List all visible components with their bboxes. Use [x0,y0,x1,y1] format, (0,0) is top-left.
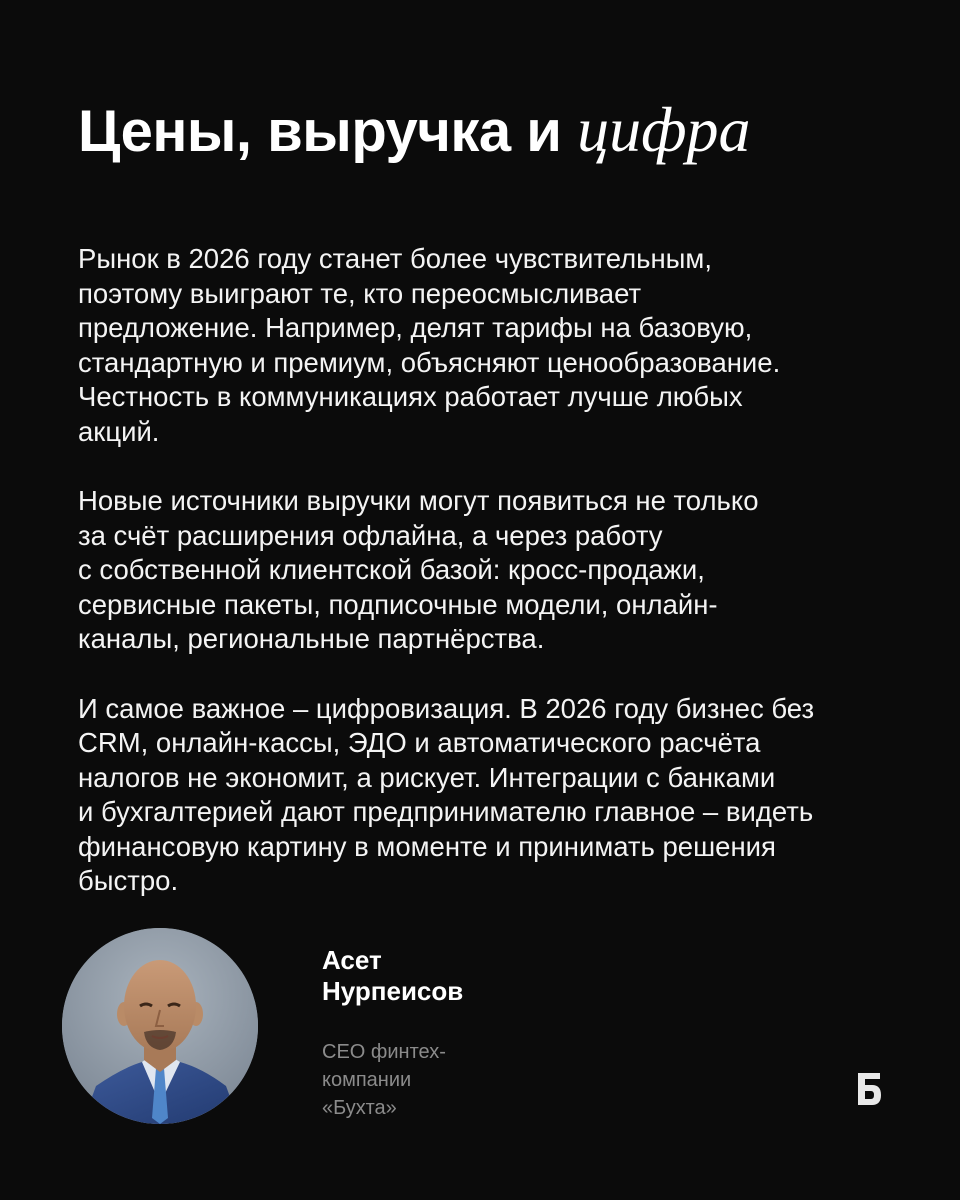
paragraph-line: Рынок в 2026 году станет более чувствительным, [78,243,712,274]
author-first-name: Асет [322,945,382,975]
paragraph-line: быстро. [78,865,179,896]
paragraph-3 [78,692,928,899]
paragraph-line: CRM, онлайн-кассы, ЭДО и автоматического расчёта [78,727,761,758]
author-photo [62,928,258,1124]
paragraph-line: и бухгалтерией дают предпринимателю главное – видеть [78,796,814,827]
paragraph-line: налогов не экономит, а рискует. Интеграции с банками [78,761,776,793]
article-body [78,242,928,934]
author-role-line: «Бухта» [322,1097,397,1119]
paragraph-line: акций. [78,415,160,447]
paragraph-line: Честность в коммуникациях работает лучше любых [78,381,743,412]
author-role [322,1038,446,1122]
paragraph-line: каналы, региональные партнёрства. [78,623,545,654]
author-name [322,945,463,1007]
paragraph-line: финансовую картину в моменте и принимать решения [78,830,776,862]
page-title [78,92,751,170]
paragraph-line: сервисные пакеты, подписочные модели, онлайн- [78,588,718,620]
author-last-name: Нурпеисов [322,976,464,1006]
title-accent: цифра [577,94,751,165]
author-role-line: CEO финтех- [322,1041,446,1063]
title-main: Цены, выручка и [78,99,562,164]
paragraph-2 [78,484,928,657]
paragraph-line: предложение. Например, делят тарифы на базовую, [78,312,753,343]
paragraph-1 [78,242,928,449]
paragraph-line: стандартную и премиум, объясняют ценообразование. [78,346,781,378]
paragraph-line: поэтому выиграют те, кто переосмысливает [78,277,642,309]
author-role-line: компании [322,1069,412,1091]
paragraph-line: И самое важное – цифровизация. В 2026 году бизнес без [78,692,815,724]
paragraph-line: за счёт расширения офлайна, а через работу [78,519,663,551]
paragraph-line: с собственной клиентской базой: кросс-продажи, [78,554,705,585]
author-avatar [62,928,258,1124]
paragraph-line: Новые источники выручки могут появиться не только [78,485,759,516]
b-letter-logo-icon [855,1071,883,1109]
